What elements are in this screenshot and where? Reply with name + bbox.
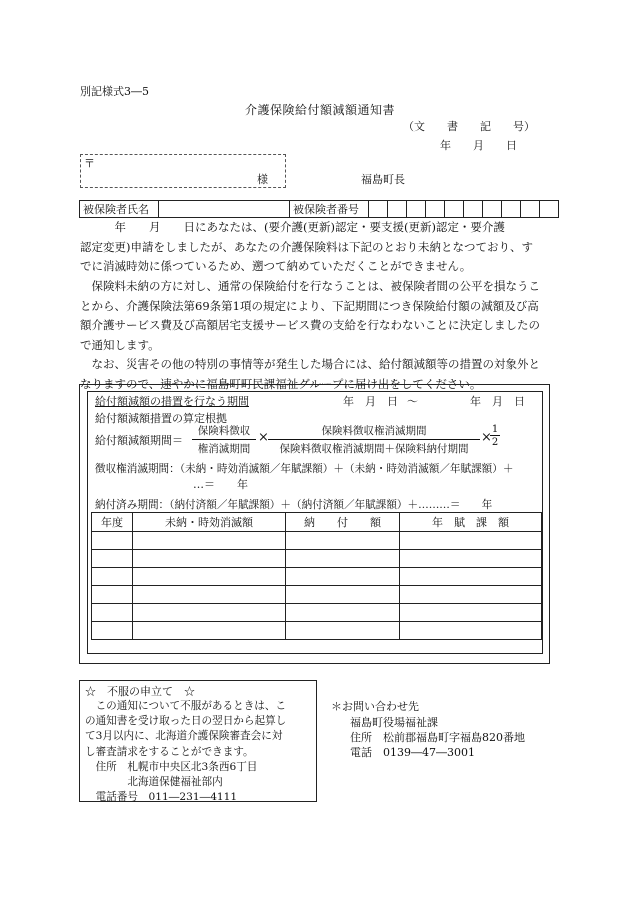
- table-row: [92, 550, 542, 568]
- contact-phone: 電話 0139―47―3001: [350, 746, 475, 759]
- extinct-period-result: …＝ 年: [193, 478, 248, 491]
- body-line: 年 月 日にあなたは、(要介護(更新)認定・要支援(更新)認定・要介護: [80, 220, 505, 234]
- body-paragraph-2: [80, 277, 550, 355]
- fraction-period-ratio: [268, 423, 480, 456]
- period-from: 年 月 日: [343, 395, 398, 408]
- insured-number-digit: [521, 201, 540, 218]
- fraction-numerator: 1: [491, 424, 499, 435]
- insured-number-digit: [407, 201, 426, 218]
- insured-number-digit: [426, 201, 445, 218]
- reduction-period-row: [95, 393, 530, 409]
- fraction-denominator: 保険料徴収権消滅期間＋保険料納付期間: [279, 443, 469, 455]
- insured-number-digit: [445, 201, 464, 218]
- postal-mark: 〒: [84, 157, 95, 170]
- appeal-line: 電話番号 011―231―4111: [85, 791, 238, 804]
- fraction-numerator: 保険料徴収: [192, 423, 256, 440]
- fraction-numerator: 保険料徴収権消滅期間: [268, 423, 480, 440]
- issuer-name: 福島町長: [361, 173, 405, 186]
- table-row: [92, 568, 542, 586]
- appeal-line: て3月以内に、北海道介護保険審査会に対: [85, 730, 283, 743]
- insured-number-digit: [540, 201, 559, 218]
- body-line: で通知します。: [80, 337, 160, 352]
- body-paragraph-1: [80, 218, 550, 277]
- body-line: 認定変更)申請をしましたが、あなたの介護保険料は下記のとおり未納となつており、す: [80, 239, 533, 254]
- appeal-line: の通知書を受け取った日の翌日から起算し: [85, 715, 287, 728]
- table-row: [92, 532, 542, 550]
- document-reference: （文 書 記 号）: [403, 120, 535, 133]
- period-to: 年 月 日: [470, 395, 525, 408]
- insured-number-label: 被保険者番号: [290, 201, 369, 218]
- recipient-honorific: 様: [257, 173, 268, 186]
- appeal-text: [85, 699, 317, 805]
- fraction-denominator: 2: [491, 437, 499, 448]
- reduction-formula-label: 給付額減額期間＝: [95, 434, 183, 447]
- fraction-half: [490, 424, 500, 448]
- appeal-line: し審査請求をすることができます。: [85, 745, 254, 758]
- calculation-basis-label: 給付額減額措置の算定根拠: [95, 412, 227, 425]
- body-line: なりますので、速やかに福島町町民課福祉グループに届け出をしてください。: [80, 376, 482, 391]
- body-line: とから、介護保険法第69条第1項の規定により、下記期間につき保険給付額の減額及び高: [80, 298, 539, 313]
- form-number: 別記様式3―5: [80, 85, 149, 98]
- issue-date: 年 月 日: [440, 139, 517, 152]
- contact-title: ＊お問い合わせ先: [331, 700, 419, 713]
- multiply-sign: ×: [481, 430, 492, 445]
- body-line: 保険料未納の方に対し、通常の保険給付を行なうことは、被保険者間の公平を損なうこ: [80, 279, 540, 293]
- table-row: [92, 622, 542, 640]
- column-header-paid-amount: 納 付 額: [286, 513, 400, 532]
- table-row: [92, 586, 542, 604]
- payment-history-table: [91, 512, 542, 640]
- reduction-period-label: 給付額減額の措置を行なう期間: [95, 395, 249, 408]
- appeal-line: 北海道保健福祉部内: [85, 776, 223, 789]
- page-title: 介護保険給付額減額通知書: [245, 103, 396, 117]
- insured-number-digit: [502, 201, 521, 218]
- contact-office: 福島町役場福祉課: [350, 716, 438, 729]
- period-tilde: ～: [407, 395, 418, 408]
- insured-number-digit: [388, 201, 407, 218]
- column-header-unpaid-amount: 未納・時効消滅額: [133, 513, 286, 532]
- multiply-sign: ×: [258, 430, 269, 445]
- body-line: なお、災害その他の特別の事情等が発生した場合には、給付額減額等の措置の対象外と: [80, 357, 540, 371]
- appeal-line: この通知について不服があるときは、こ: [85, 700, 287, 712]
- column-header-year: 年度: [92, 513, 133, 532]
- body-line: 額介護サービス費及び高額居宅支援サービス費の支給を行なわないことに決定しましたの: [80, 318, 540, 333]
- table-row: [92, 604, 542, 622]
- insured-number-digit: [483, 201, 502, 218]
- table-header-row: [92, 513, 542, 532]
- paid-period-formula: 納付済み期間：（納付済額／年賦課額）＋（納付済額／年賦課額）＋………＝ 年: [95, 499, 493, 511]
- insured-number-digit: [464, 201, 483, 218]
- column-header-annual-levy: 年 賦 課 額: [400, 513, 542, 532]
- insured-info-table: [79, 200, 559, 218]
- insured-name-field: [159, 201, 290, 218]
- insured-number-digit: [369, 201, 388, 218]
- appeal-line: 住所 札幌市中央区北3条西6丁目: [85, 760, 258, 773]
- appeal-title: ☆ 不服の申立て ☆: [85, 685, 195, 698]
- insured-name-label: 被保険者氏名: [80, 201, 159, 218]
- body-line: でに消滅時効に係つているため、遡つて納めていただくことができません。: [80, 259, 472, 274]
- recipient-address-box: [80, 154, 286, 188]
- extinct-period-formula: 徴収権消滅期間：（未納・時効消滅額／年賦課額）＋（未納・時効消滅額／年賦課額）＋: [95, 463, 514, 475]
- fraction-extinct-period: [192, 423, 256, 456]
- fraction-denominator: 権消滅期間: [197, 443, 251, 455]
- contact-address: 住所 松前郡福島町字福島820番地: [350, 731, 525, 744]
